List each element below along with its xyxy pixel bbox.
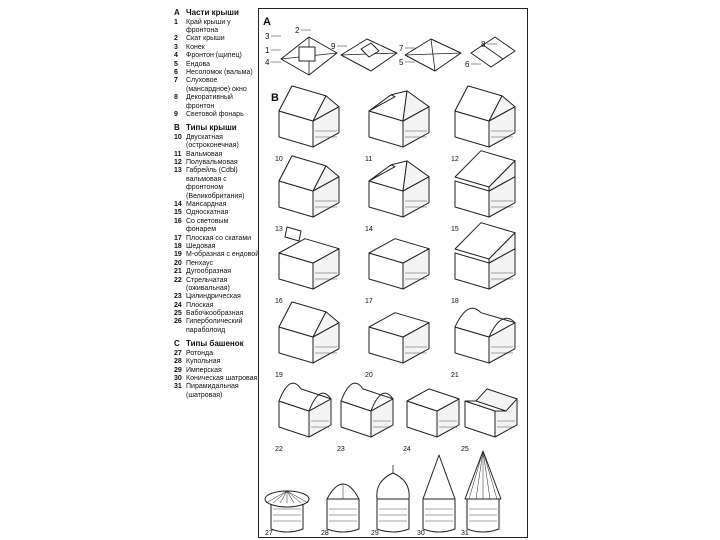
part-callout: 7 [399,44,404,53]
legend-item: 16 Со световым фонарем [174,217,229,234]
part-callout: 5 [399,58,404,67]
roof-type-figure-23 [341,383,393,437]
figure-number: 24 [403,446,411,453]
figure-number: 16 [275,298,283,305]
roof-type-figure-11 [369,91,429,147]
figure-number: 11 [365,156,373,163]
roof-type-figure-12 [455,86,515,147]
section-label-b: B [271,92,279,104]
roof-type-figure-16 [279,227,339,289]
roof-type-figure-22 [279,383,331,437]
figure-number: 17 [365,298,373,305]
legend-item: 27 Ротонда [174,349,213,357]
legend-item: 23 Цилиндрическая [174,293,241,301]
legend-item: 17 Плоская со скатами [174,234,252,242]
turret-figure-29 [377,465,409,532]
part-callout: 3 [265,32,270,41]
figure-number: 18 [451,298,459,305]
figure-number: 20 [365,372,373,379]
part-callout: 1 [265,46,270,55]
legend-item: 13 Габрейль (Cdbl) вальмовая с фронтоном (Великобритания) [174,167,245,200]
legend-item: 2 Скат крыши [174,35,225,43]
legend-item: 14 Мансардная [174,201,227,208]
turret-drum [327,499,359,532]
part-callout: 6 [465,60,470,69]
legend-list [174,8,260,400]
figure-number: 13 [275,226,283,233]
legend-item: 24 Плоская [174,301,214,309]
roof-type-figure-15 [455,151,515,217]
figure-number: 31 [461,530,469,536]
legend-item: 22 Стрельчатая (оживальная) [174,276,230,292]
turret-drum [467,499,499,532]
legend-item: 20 Пенхаус [174,259,213,267]
roof-type-figure-14 [369,161,429,217]
figure-number: 14 [365,226,373,233]
conical-roof [423,455,455,499]
wall-front [455,253,489,289]
roof-types-plate [258,8,528,538]
turret-drum [423,499,455,532]
figure-number: 22 [275,446,283,453]
figure-number: 23 [337,446,345,453]
roof-type-figure-17 [369,239,429,289]
turret-drum [377,499,409,532]
legend-item: 31 Пирамидальная (шатровая) [174,383,239,399]
figure-number: 27 [265,530,273,536]
legend-item: 6 Несоломок (вальма) [174,68,253,76]
legend-item: 8 Декоративный фронтон [174,94,233,110]
figure-number: 28 [321,530,329,536]
legend-item: 30 Коническая шатровая [174,375,258,383]
figure-number: 21 [451,372,459,379]
part-callout: 9 [331,42,336,51]
legend-item: 15 Односкатная [174,209,229,217]
figure-number: 25 [461,446,469,453]
figure-number: 19 [275,372,283,379]
legend-item: 9 Световой фонарь [174,110,244,118]
legend-item: 26 Гиперболический параболоид [174,318,243,334]
turret-figure-31 [465,451,501,532]
figure-number: 15 [451,226,459,233]
turret-figure-28 [327,484,359,532]
part-callout: 2 [295,26,300,35]
legend-item: 29 Имперская [174,366,222,374]
roof-parts-plan [271,30,515,75]
legend-section-heading: С Типы башенок [174,339,244,349]
legend-section-heading: В Типы крыши [174,123,237,133]
legend-item: 7 Слуховое (мансардное) окно [174,77,247,93]
legend-item: 3 Конек [174,43,205,51]
legend-item: 19 М-образная с ендовой [174,251,260,259]
legend-item: 18 Шедовая [174,242,216,250]
legend-item: 12 Полувальмовая [174,159,238,167]
lantern [285,227,301,241]
figure-number: 10 [275,156,283,163]
roof-type-figure-20 [369,313,429,363]
figure-number: 29 [371,530,379,536]
legend-item: 4 Фронтон (щипец) [174,52,242,60]
legend-section-heading: А Части крыши [174,8,239,17]
legend-item: 11 Вальмовая [174,150,223,158]
figure-number: 12 [451,156,459,163]
turret-figure-30 [423,455,455,532]
roof-drawings [259,9,526,536]
section-label-a: A [263,16,271,28]
skylight [299,47,315,61]
legend-item: 21 Дугообразная [174,268,232,276]
imperial-roof [377,473,409,499]
legend-item: 28 Купольная [174,358,221,366]
roof-type-figure-10 [279,86,339,147]
part-callout: 8 [481,40,486,49]
roof-type-figure-25 [465,389,517,437]
roof-type-figure-19 [279,302,339,363]
roof-type-figure-24 [407,389,459,437]
roof-type-figure-13 [279,156,339,217]
legend-item: 5 Ендова [174,60,211,68]
turret-figure-27 [265,491,309,532]
figure-number: 30 [417,530,425,536]
legend-item: 25 Бабочкообразная [174,310,244,318]
legend-item: 10 Двускатная (остроконечная) [174,133,239,150]
part-callout: 4 [265,58,270,67]
roof-type-figure-21 [455,308,515,363]
wall-front [455,181,489,217]
legend-item: 1 Край крыши у фронтона [174,18,231,34]
roof-type-figure-18 [455,223,515,289]
